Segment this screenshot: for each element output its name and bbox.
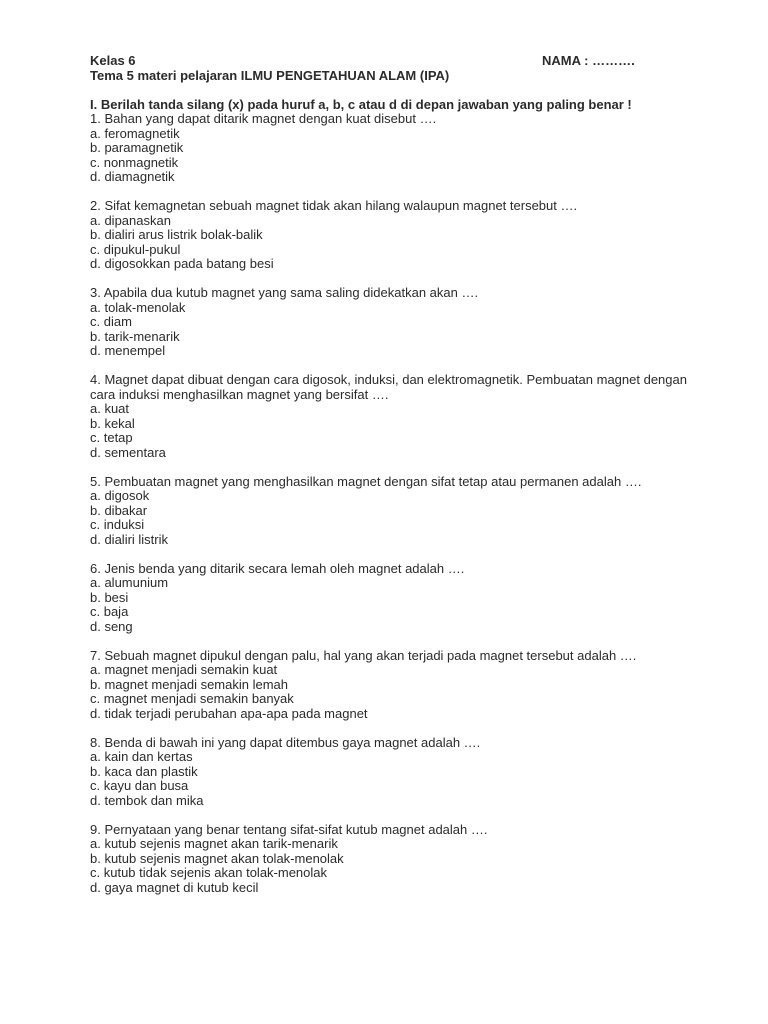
question-text: 7. Sebuah magnet dipukul dengan palu, hal yang akan terjadi pada magnet tersebut adalah ….: [90, 647, 637, 663]
answer-option: c. dipukul-pukul: [90, 241, 181, 257]
question-text: 4. Magnet dapat dibuat dengan cara digosok, induksi, dan elektromagnetik. Pembuatan magnet dengan cara induksi menghasilkan magnet yang bersifat ….: [90, 372, 687, 402]
answer-option: b. kutub sejenis magnet akan tolak-menolak: [90, 850, 344, 866]
theme-title: Tema 5 materi pelajaran ILMU PENGETAHUAN ALAM (IPA): [90, 67, 450, 83]
header-row: [90, 54, 690, 69]
answer-option: d. tembok dan mika: [90, 792, 204, 808]
answer-option: d. digosokkan pada batang besi: [90, 256, 274, 271]
question-text: 6. Jenis benda yang ditarik secara lemah oleh magnet adalah ….: [90, 560, 465, 576]
answer-option: c. nonmagnetik: [90, 154, 179, 170]
answer-option: a. feromagnetik: [90, 125, 180, 141]
question-text: 2. Sifat kemagnetan sebuah magnet tidak akan hilang walaupun magnet tersebut ….: [90, 198, 578, 213]
question-item: [90, 373, 690, 460]
answer-option: a. kain dan kertas: [90, 749, 193, 764]
answer-option: d. tidak terjadi perubahan apa-apa pada magnet: [90, 705, 368, 721]
answer-option: a. magnet menjadi semakin kuat: [90, 662, 278, 677]
answer-option: d. menempel: [90, 343, 166, 358]
answer-option: d. gaya magnet di kutub kecil: [90, 879, 259, 895]
answer-option: a. tolak-menolak: [90, 299, 186, 315]
instruction-text: I. Berilah tanda silang (x) pada huruf a, b, c atau d di depan jawaban yang paling benar !: [90, 96, 632, 112]
name-field-label: NAMA : ……….: [542, 53, 635, 68]
answer-option: a. alumunium: [90, 575, 169, 590]
question-text: 1. Bahan yang dapat ditarik magnet dengan kuat disebut ….: [90, 111, 437, 126]
question-item: [90, 475, 690, 548]
answer-option: c. baja: [90, 604, 129, 619]
question-item: [90, 649, 690, 722]
answer-option: b. besi: [90, 589, 129, 605]
answer-option: c. magnet menjadi semakin banyak: [90, 691, 294, 706]
answer-option: c. diam: [90, 314, 132, 329]
class-label: Kelas 6: [90, 53, 136, 68]
answer-option: c. induksi: [90, 517, 145, 532]
answer-option: d. sementara: [90, 444, 166, 460]
question-item: [90, 199, 690, 272]
question-text: 5. Pembuatan magnet yang menghasilkan magnet dengan sifat tetap atau permanen adalah ….: [90, 473, 642, 489]
answer-option: b. dialiri arus listrik bolak-balik: [90, 227, 263, 242]
answer-option: a. kutub sejenis magnet akan tarik-menarik: [90, 836, 338, 851]
answer-option: b. magnet menjadi semakin lemah: [90, 676, 288, 692]
spacer: [90, 83, 690, 98]
question-text: 3. Apabila dua kutub magnet yang sama saling didekatkan akan ….: [90, 285, 479, 300]
answer-option: b. tarik-menarik: [90, 328, 180, 344]
answer-option: d. dialiri listrik: [90, 531, 169, 547]
worksheet-page: [90, 54, 690, 910]
answer-option: c. kutub tidak sejenis akan tolak-menolak: [90, 865, 328, 880]
question-item: [90, 823, 690, 896]
answer-option: b. kekal: [90, 415, 135, 431]
question-item: [90, 112, 690, 185]
answer-option: d. seng: [90, 618, 133, 634]
answer-option: d. diamagnetik: [90, 169, 175, 184]
answer-option: a. kuat: [90, 401, 130, 416]
question-item: [90, 286, 690, 359]
answer-option: b. paramagnetik: [90, 140, 184, 155]
answer-option: b. dibakar: [90, 502, 148, 518]
answer-option: c. tetap: [90, 430, 133, 445]
question-item: [90, 562, 690, 635]
question-text: 9. Pernyataan yang benar tentang sifat-sifat kutub magnet adalah ….: [90, 821, 488, 837]
answer-option: a. dipanaskan: [90, 212, 171, 228]
question-text: 8. Benda di bawah ini yang dapat ditembus gaya magnet adalah ….: [90, 734, 481, 750]
answer-option: b. kaca dan plastik: [90, 763, 198, 779]
answer-option: a. digosok: [90, 488, 150, 503]
question-list: [90, 112, 690, 895]
answer-option: c. kayu dan busa: [90, 778, 189, 793]
question-item: [90, 736, 690, 809]
